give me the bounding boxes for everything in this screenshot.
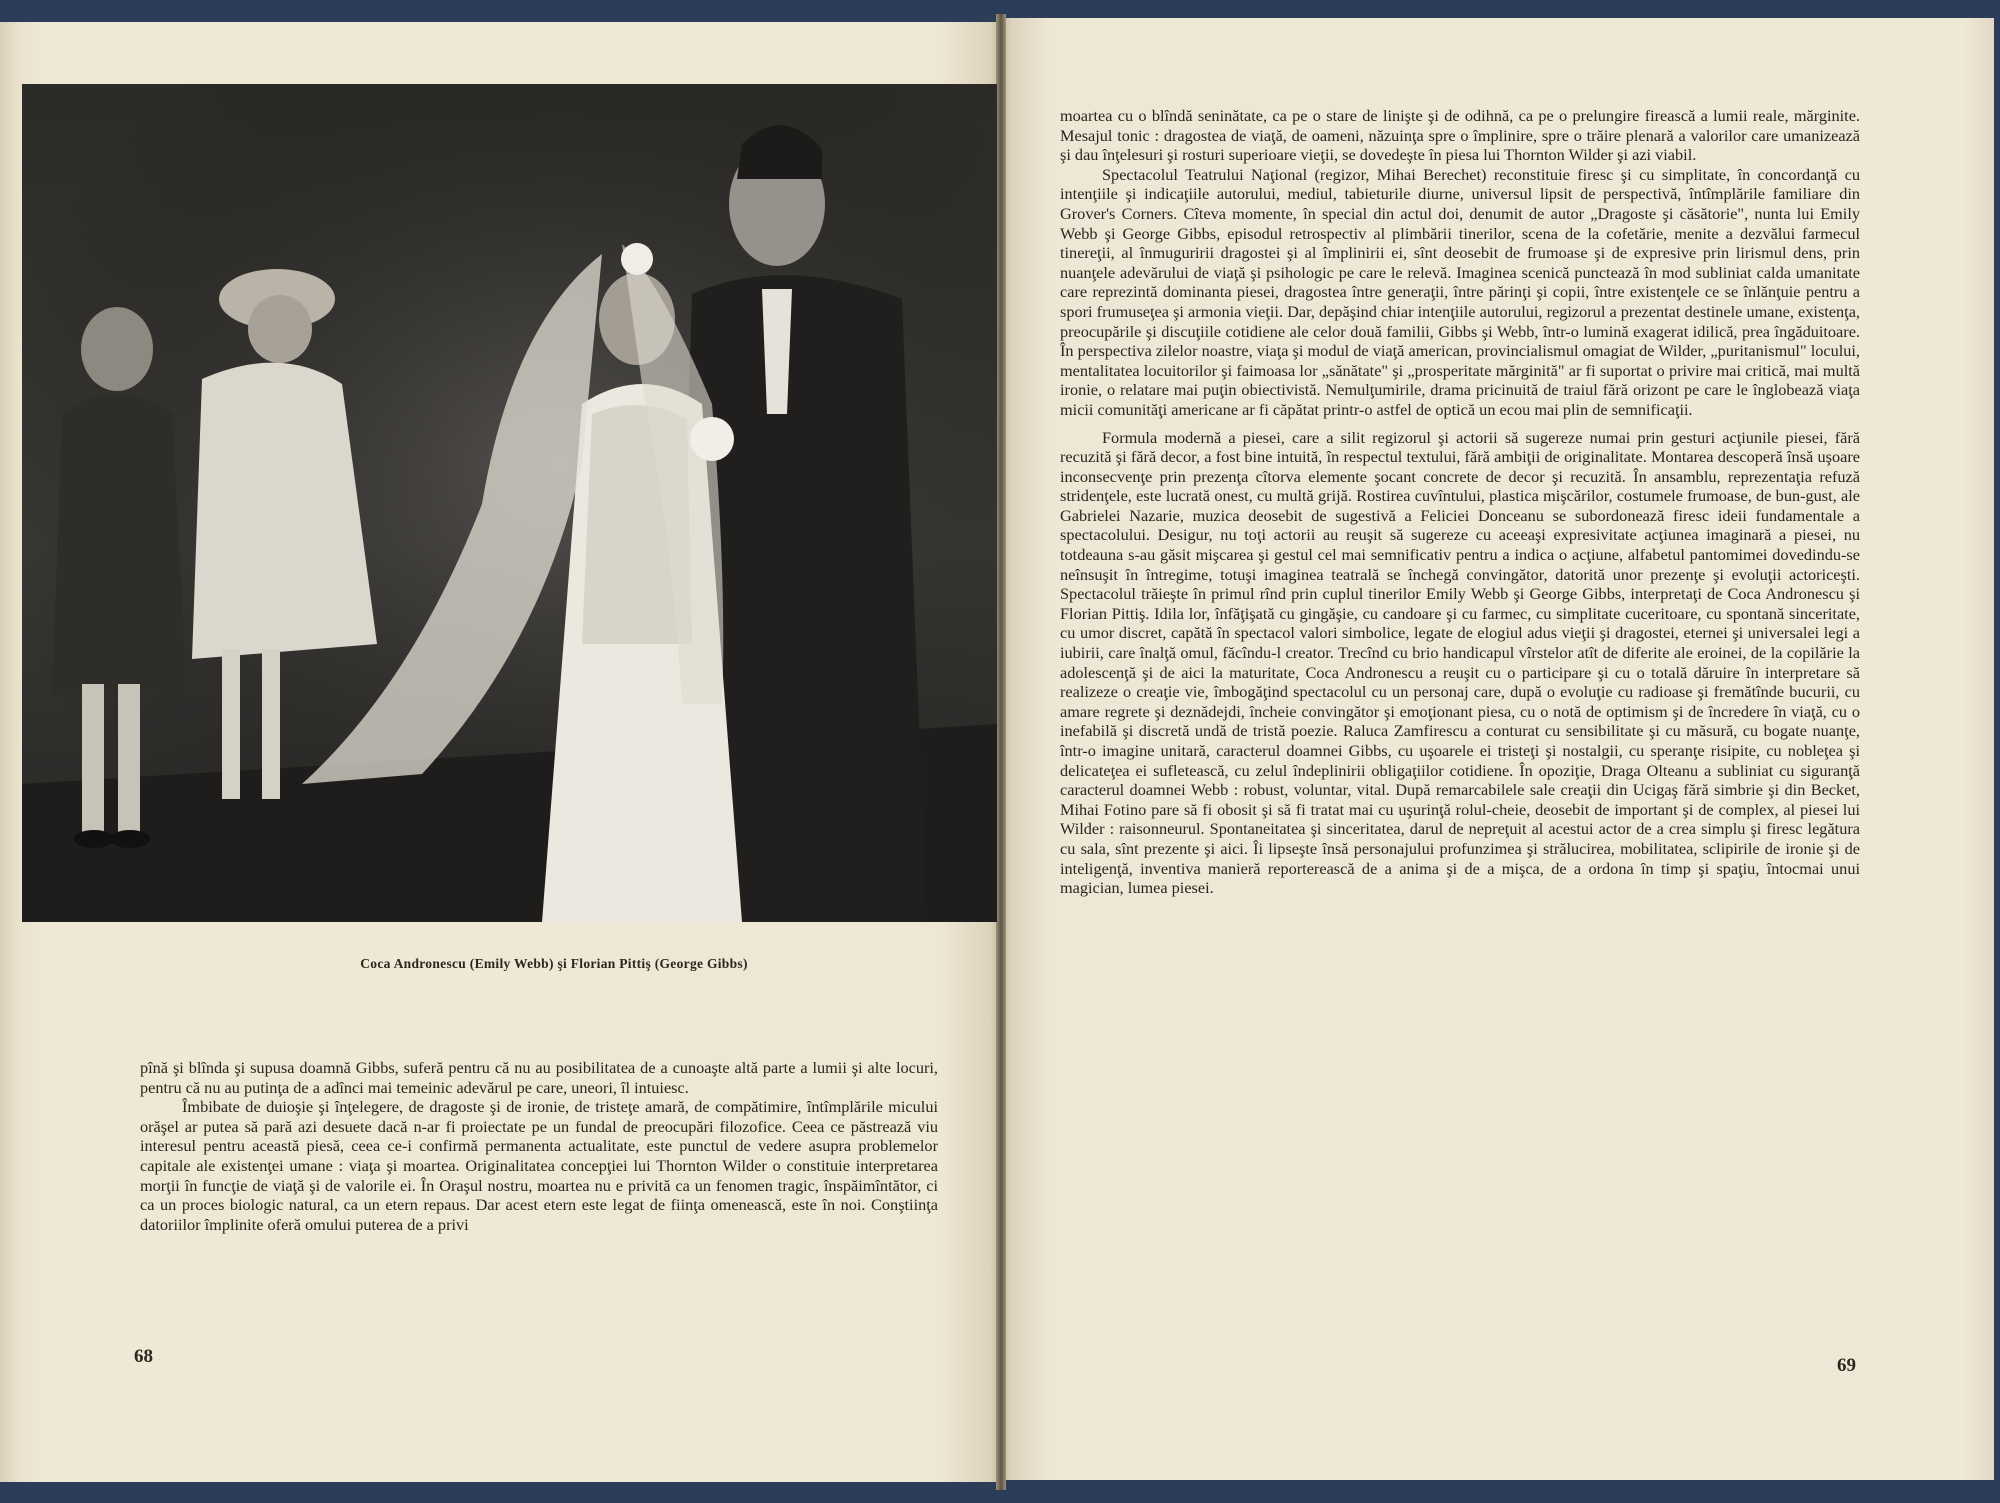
book-gutter	[996, 14, 1006, 1490]
photo-caption: Coca Andronescu (Emily Webb) şi Florian Pittiş (George Gibbs)	[360, 956, 748, 971]
paragraph: Formula modernă a piesei, care a silit regizorul şi actorii să sugereze numai prin gesturi acţiunile piesei, fără recuzită şi fără decor, a fost bine intuită, în respectul textului, fără ambiţii de originalitate. Montarea descoperă însă uşoare inconsecvenţe prin prezenţa cîtorva elemente şocant concrete de decor şi recuzită. În ansamblu, reprezentaţia refuză stridenţele, este lucrată onest, cu multă grijă. Rostirea cuvîntului, plastica mişcărilor, costumele frumoase, de bun-gust, ale Gabrielei Nazarie, muzica deosebit de sugestivă a Feliciei Donceanu se subordonează firesc ideii fundamentale a spectacolului. Desigur, nu toţi actorii au reuşit să sugereze cu aceeaşi expresivitate acţiunea imaginară a piesei, nu totdeauna s-au găsit mişcarea şi gestul cel mai semnificativ pentru a indica o acţiune, alfabetul pantomimei dovedindu-se neînsuşit în întregime, totuşi imaginea teatrală se închegă convingător, datorită unor prezenţe şi evoluţii actoriceşti. Spectacolul trăieşte în primul rînd prin cuplul tinerilor Emily Webb şi George Gibbs, interpretaţi de Coca Andronescu şi Florian Pittiş. Idila lor, înfăţişată cu gingăşie, cu candoare şi cu farmec, cu simplitate cuceritoare, cu spontană sinceritate, cu umor discret, capătă în spectacol valori simbolice, legate de elogiul adus vieţii şi dragostei, eternei şi universalei legi a iubirii, care înalţă omul, făcîndu-l creator. Trecînd cu brio handicapul vîrstelor atît de diferite ale eroinei, de la copilărie la adolescenţă şi de aici la maturitate, Coca Andronescu a reuşit cu o participare şi cu o totală dăruire în interpretare să realizeze o creaţie vie, îmbogăţind spectacolul cu un personaj care, după o evoluţie cu radioase şi fremătînde bucurii, cu amare regrete şi deznădejdi, încheie convingător şi emoţionant piesa, cu o notă de optimism şi de încredere în viaţă, cu o inefabilă şi discretă undă de tristă poezie. Raluca Zamfirescu a conturat cu sensibilitate şi cu măsură, cu bogate nuanţe, într-o imagine unitară, caracterul doamnei Gibbs, cu uşoarele ei tristeţi şi nostalgii, cu speranţe risipite, cu nobleţea şi delicateţea ei sufletească, cu zelul îndeplinirii obligaţiilor cotidiene. În opoziţie, Draga Olteanu a subliniat cu siguranţă caracterul doamnei Webb : robust, voluntar, vital. După remarcabilele sale creaţii din Ucigaş fără simbrie şi din Becket, Mihai Fotino pare să fi obosit şi să fi tratat mai cu uşurinţă rolul-cheie, deosebit de important şi de complex, al piesei lui Wilder : raisonneurul. Spontaneitatea şi sinceritatea, darul de nepreţuit al acestui actor de a crea simplu şi firesc legătura cu sala, sînt prezente şi aici. Îi lipseşte însă personajului profunzimea şi strălucirea, mobilitatea, sclipirile de ironie şi de inteligenţă, inventiva manieră reporterească de a anima şi de a mişca, de a ordona în timp şi spaţiu, întocmai unui magician, lumea piesei.	[1060, 427, 1860, 898]
paragraph: moartea cu o blîndă seninătate, ca pe o stare de linişte şi de odihnă, ca pe o prelungire firească a lumii reale, mărginite. Mesajul tonic : dragostea de viaţă, de oameni, năzuinţa spre o împlinire, spre o trăire plenară a valorilor care umanizează şi dau înţelesuri şi rosturi superioare vieţii, se dovedeşte în piesa lui Thornton Wilder şi azi viabil.	[1060, 106, 1860, 165]
page-number-left: 68	[134, 1346, 153, 1367]
paragraph: Îmbibate de duioşie şi înţelegere, de dragoste şi de ironie, de tristeţe amară, de compătimire, întîmplările micului orăşel ar putea să pară azi desuete dacă n-ar fi proiectate pe un fundal de preocupări filozofice. Ceea ce păstrează viu interesul pentru această piesă, ceea ce-i confirmă permanenta actualitate, este punctul de vedere asupra problemelor capitale ale existenţei umane : viaţa şi moartea. Originalitatea concepţiei lui Thornton Wilder o constituie interpretarea morţii în funcţie de viaţă şi de valorile ei. În Oraşul nostru, moartea nu e privită ca un fenomen tragic, înspăimîntător, ci ca un proces biologic natural, ca un etern repaus. Dar acest etern este legat de fiinţa omenească, este în noi. Conştiinţa datoriilor împlinite oferă omului puterea de a privi	[140, 1097, 938, 1234]
paragraph: pînă şi blînda şi supusa doamnă Gibbs, suferă pentru că nu au posibilitatea de a cunoaşte altă parte a lumii şi alte locuri, pentru că nu au putinţa de a adînci mai temeinic adevărul pe care, uneori, îl intuiesc.	[140, 1058, 938, 1097]
page-number-right: 69	[1837, 1355, 1856, 1376]
paragraph: Spectacolul Teatrului Naţional (regizor, Mihai Berechet) reconstituie firesc şi cu simplitate, în concordanţă cu intenţiile şi indicaţiile autorului, mediul, tabieturile diurne, universul lipsit de perspectivă, întîmplările familiare din Grover's Corners. Cîteva momente, în special din actul doi, denumit de autor „Dragoste şi căsătorie", nunta lui Emily Webb şi George Gibbs, episodul retrospectiv al plimbării tinerilor, scena de la cofetărie, menite a dezvălui farmecul tinereţii, al înmuguririi dragostei şi al împlinirii ei, sînt deosebit de frumoase şi de expresive prin lirismul dens, prin nuanţele adevărului de viaţă şi psihologic pe care le relevă. Imaginea scenică punctează în mod subliniat calda umanitate care reprezintă dominanta piesei, dragostea între generaţii, între părinţi şi copii, între existenţele ce se înlănţuie pentru a spori frumuseţea şi armonia vieţii. Dar, depăşind chiar intenţiile autorului, regizorul a prezentat destinele umane, existenţa, preocupările şi discuţiile cotidiene ale celor două familii, Gibbs şi Webb, într-o lumină exagerat idilică, prea îngăduitoare. În perspectiva zilelor noastre, viaţa şi modul de viaţă american, provincialismul omagiat de Wilder, „puritanismul" locului, mentalitatea locuitorilor şi faimoasa lor „sănătate" şi „prosperitate mărginită" ar fi suportat o privire mai critică, mai multă ironie, o relatare mai puţin obiectivistă. Nemulţumirile, drama pricinuită de traiul fără orizont pe care le înglobează viaţa micii comunităţi americane ar fi căpătat printr-o astfel de optică un ecou mai plin de semnificaţii.	[1060, 164, 1860, 419]
stage-photograph	[22, 84, 997, 922]
right-page-body	[1060, 106, 1860, 898]
left-page-body	[140, 1058, 938, 1234]
